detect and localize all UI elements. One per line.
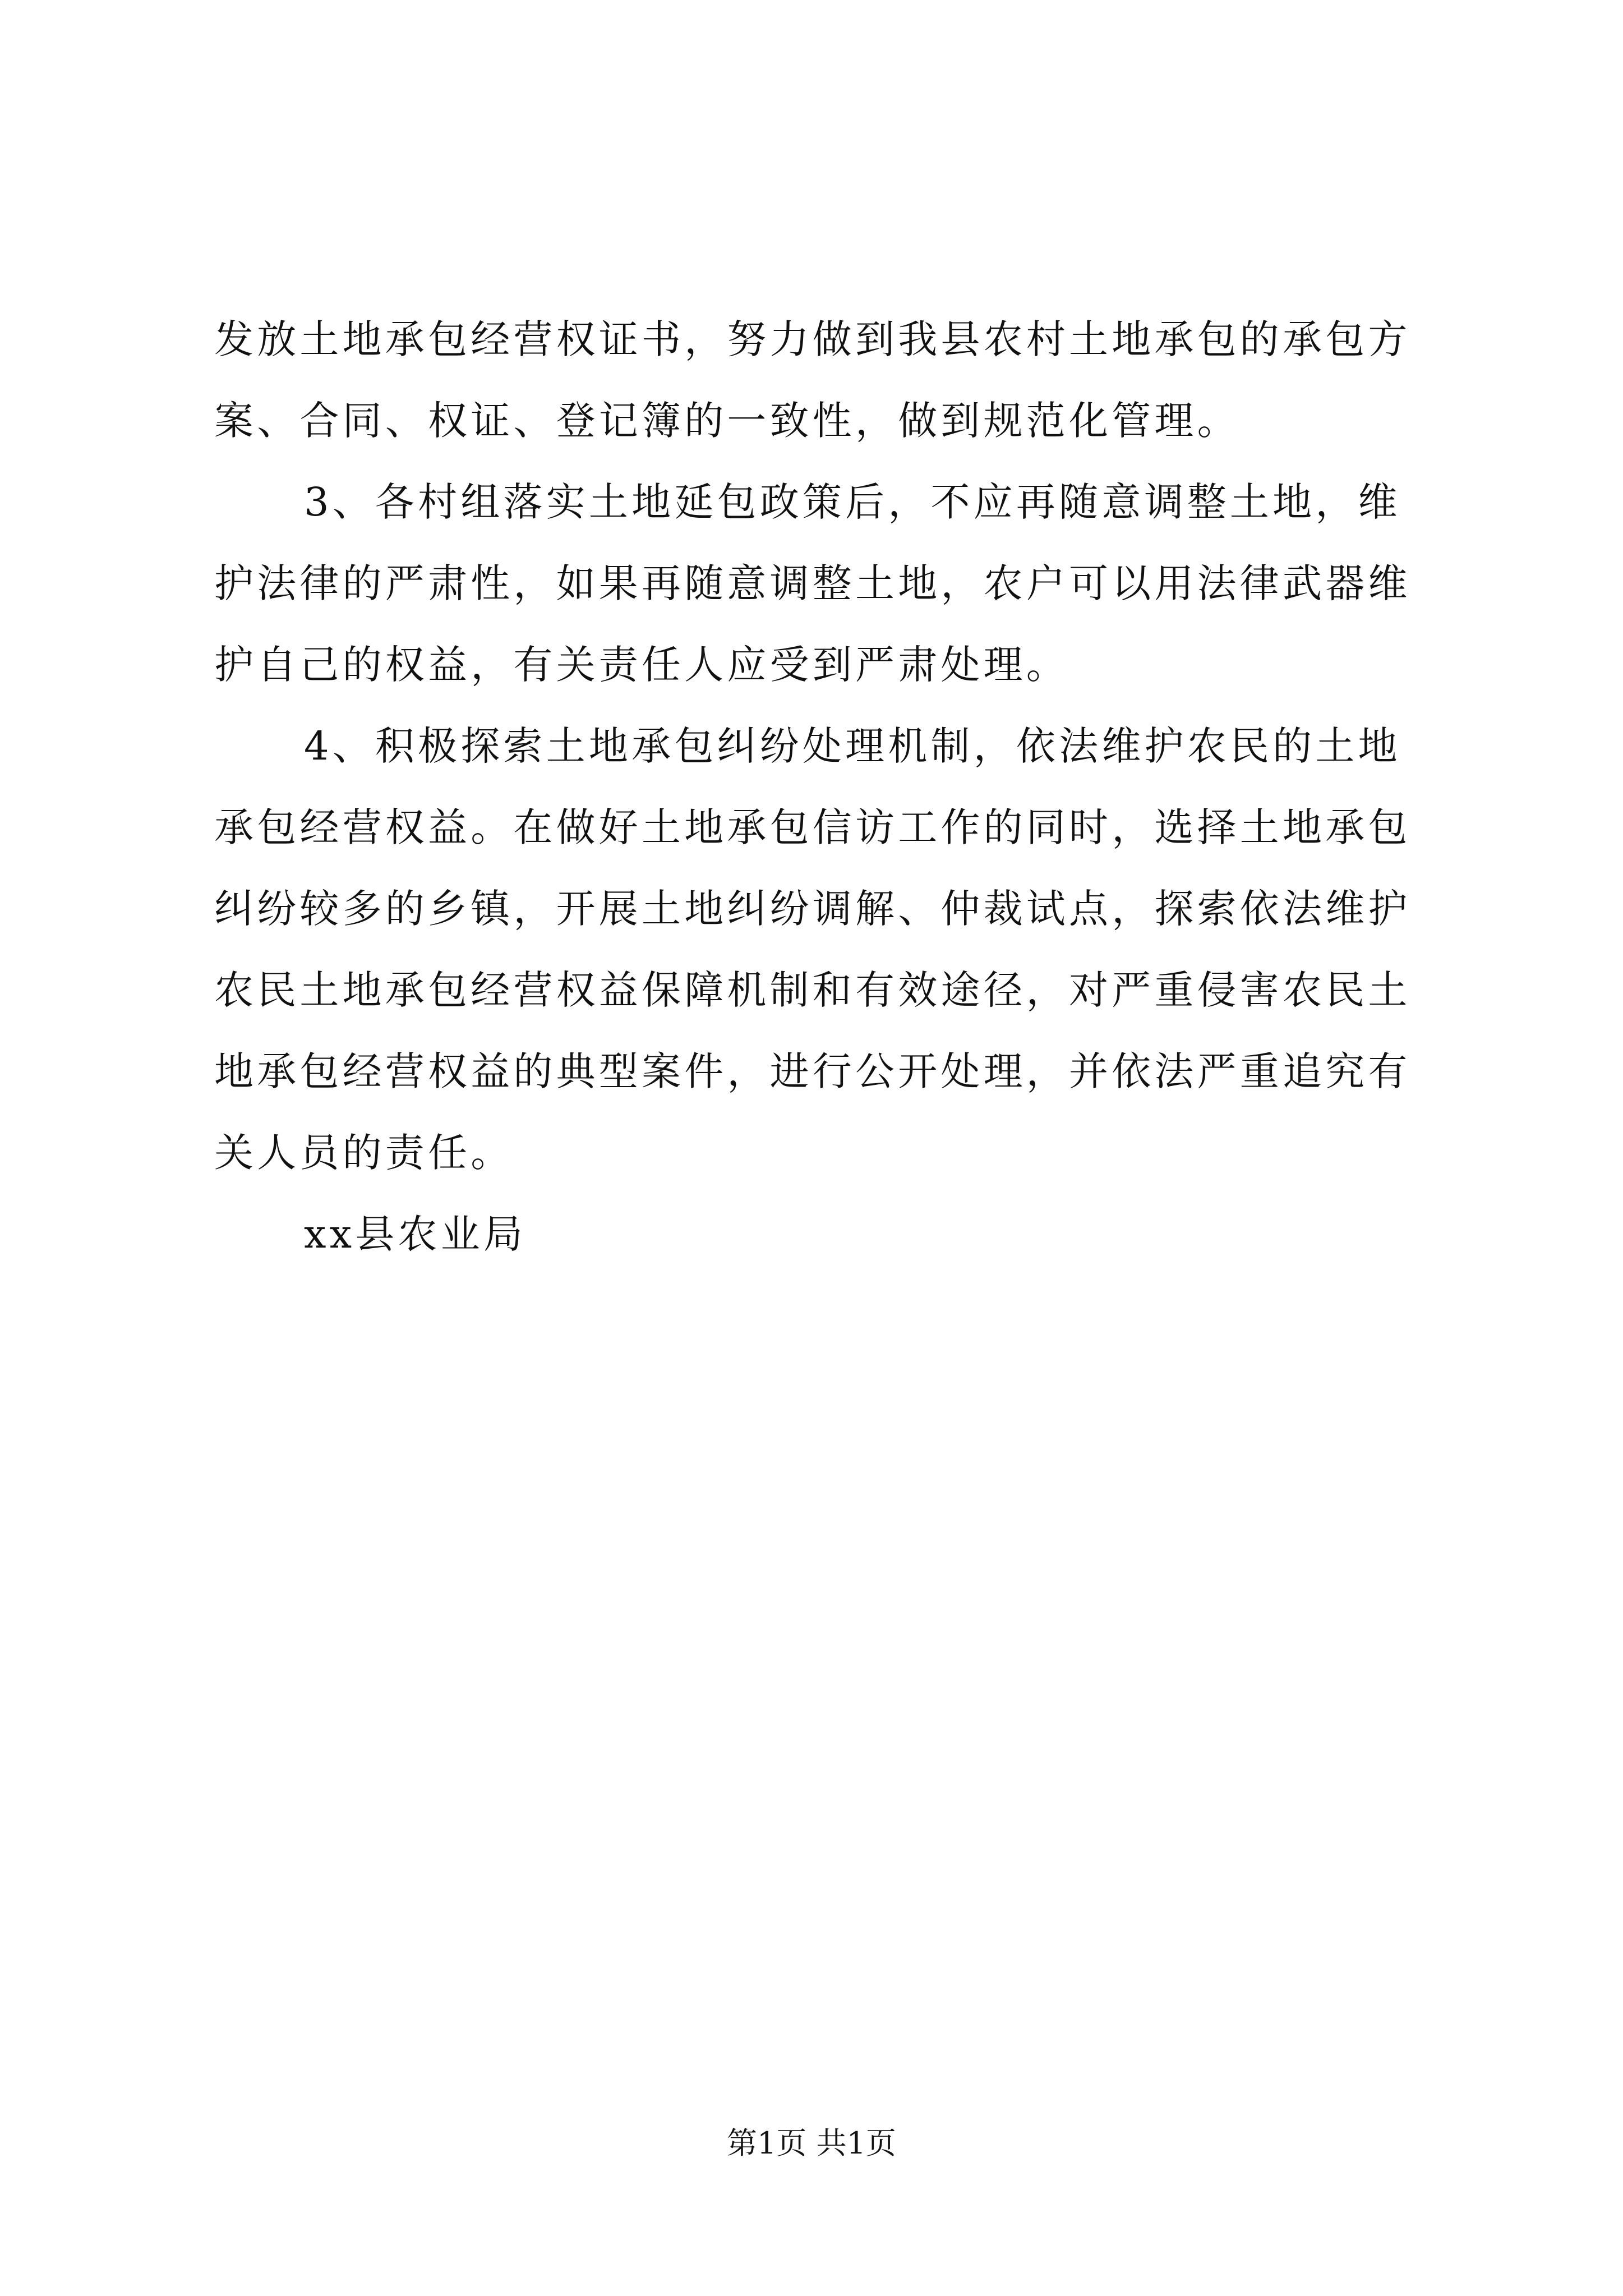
paragraph-3-line-1: 4、积极探索土地承包纠纷处理机制，依法维护农民的土地 (304, 723, 1401, 769)
paragraph-3-line-6: 关人员的责任。 (214, 1130, 514, 1176)
paragraph-3-line-2: 承包经营权益。在做好土地承包信访工作的同时，选择土地承包 (214, 804, 1411, 850)
paragraph-3-line-3: 纠纷较多的乡镇，开展土地纠纷调解、仲裁试点，探索依法维护 (214, 886, 1411, 932)
paragraph-1-line-2: 案、合同、权证、登记簿的一致性，做到规范化管理。 (214, 398, 1240, 444)
paragraph-2-line-2: 护法律的严肃性，如果再随意调整土地，农户可以用法律武器维 (214, 560, 1411, 606)
paragraph-2-line-3: 护自己的权益，有关责任人应受到严肃处理。 (214, 642, 1069, 688)
paragraph-1-line-1: 发放土地承包经营权证书，努力做到我县农村土地承包的承包方 (214, 316, 1411, 362)
paragraph-3-line-5: 地承包经营权益的典型案件，进行公开处理，并依法严重追究有 (214, 1048, 1411, 1094)
signature: xx县农业局 (304, 1211, 527, 1257)
paragraph-3-line-4: 农民土地承包经营权益保障机制和有效途径，对严重侵害农民土 (214, 967, 1411, 1013)
page-footer: 第1页 共1页 (727, 2125, 896, 2161)
paragraph-2-line-1: 3、各村组落实土地延包政策后，不应再随意调整土地，维 (304, 479, 1401, 525)
